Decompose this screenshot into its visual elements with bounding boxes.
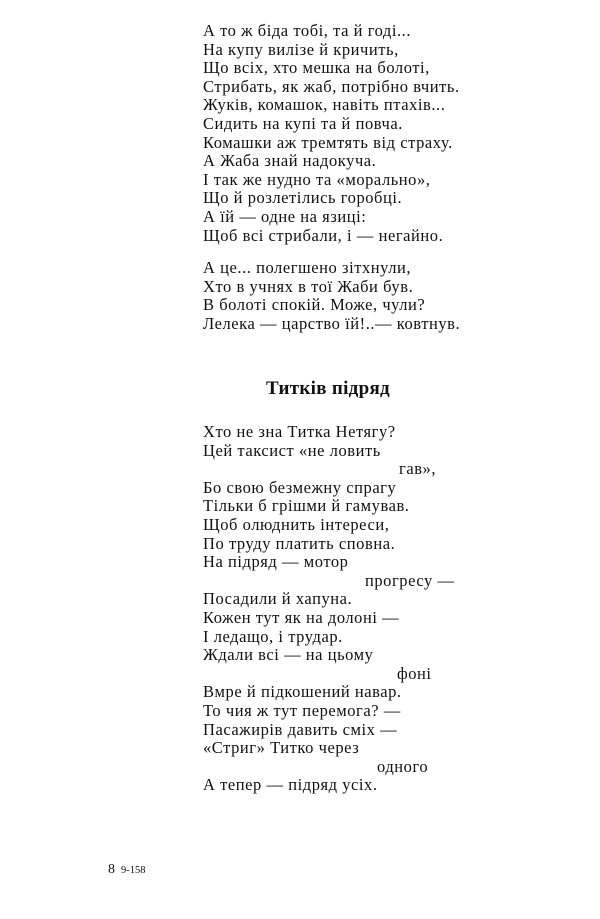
poem-line: На підряд — мотор [203, 552, 349, 572]
poem-line: А їй — одне на язиці: [203, 206, 367, 226]
poem-line: Тільки б грішми й гамував. [203, 496, 410, 516]
poem-line: На купу вилізе й кричить, [203, 39, 399, 59]
poem-line: Кожен тут як на долоні — [203, 607, 400, 627]
poem-line: А це... полегшено зітхнули, [203, 258, 412, 277]
poem-line: Ждали всі — на цьому [203, 645, 374, 665]
page-footer [108, 862, 146, 878]
poem-line-continuation: гав», [399, 459, 437, 479]
poem-line: Хто не зна Титка Нетягу? [203, 422, 396, 441]
poem-line: А то ж біда тобі, та й годі... [203, 21, 412, 40]
poem-line: Хто в учнях в тої Жаби був. [203, 276, 414, 296]
poem-line: Щоб олюднить інтереси, [203, 514, 390, 534]
poem-line: І так же нудно та «морально», [203, 169, 431, 189]
poem-line: То чия ж тут перемога? — [203, 700, 401, 720]
poem-line: Бо свою безмежну спрагу [203, 477, 397, 497]
poem-line: Пасажирів давить сміх — [203, 719, 398, 739]
poem-line: А тепер — підряд усіх. [203, 775, 378, 795]
poem-line: По труду платить сповна. [203, 533, 396, 553]
poem-line-continuation: прогресу — [365, 570, 455, 590]
poem-line-continuation: одного [377, 756, 429, 776]
poem-line: Цей таксист «не ловить [203, 440, 381, 460]
poem-line: Лелека — царство їй!..— ковтнув. [203, 313, 461, 333]
poem-line: Вмре й підкошений навар. [203, 682, 402, 702]
poem-line: Що й розлетілись горобці. [203, 188, 403, 208]
poem-line: «Стриг» Титко через [203, 738, 360, 758]
poem-line: Щоб всі стрибали, і — негайно. [203, 225, 444, 245]
poem-line: Жуків, комашок, навіть птахів... [203, 95, 446, 115]
poem-line: Стрибать, як жаб, потрібно вчить. [203, 76, 460, 96]
poem-stanza-2 [203, 259, 533, 333]
poem-line: А Жаба знай надокуча. [203, 151, 377, 171]
poem-stanza-3 [203, 423, 533, 795]
poem-line: Сидить на купі та й повча. [203, 113, 403, 133]
poem-line-continuation: фоні [397, 663, 432, 683]
poem-line: В болоті спокій. Може, чули? [203, 295, 426, 315]
poem-line: І ледащо, і трудар. [203, 626, 343, 646]
poem-line: Комашки аж тремтять від страху. [203, 132, 453, 152]
poem-title: Титків підряд [266, 378, 390, 399]
poem-line: Що всіх, хто мешка на болоті, [203, 58, 430, 78]
page-number: 8 [108, 862, 115, 877]
printer-signature: 9-158 [121, 865, 146, 876]
poem-stanza-1 [203, 22, 533, 245]
poem-line: Посадили й хапуна. [203, 589, 353, 609]
